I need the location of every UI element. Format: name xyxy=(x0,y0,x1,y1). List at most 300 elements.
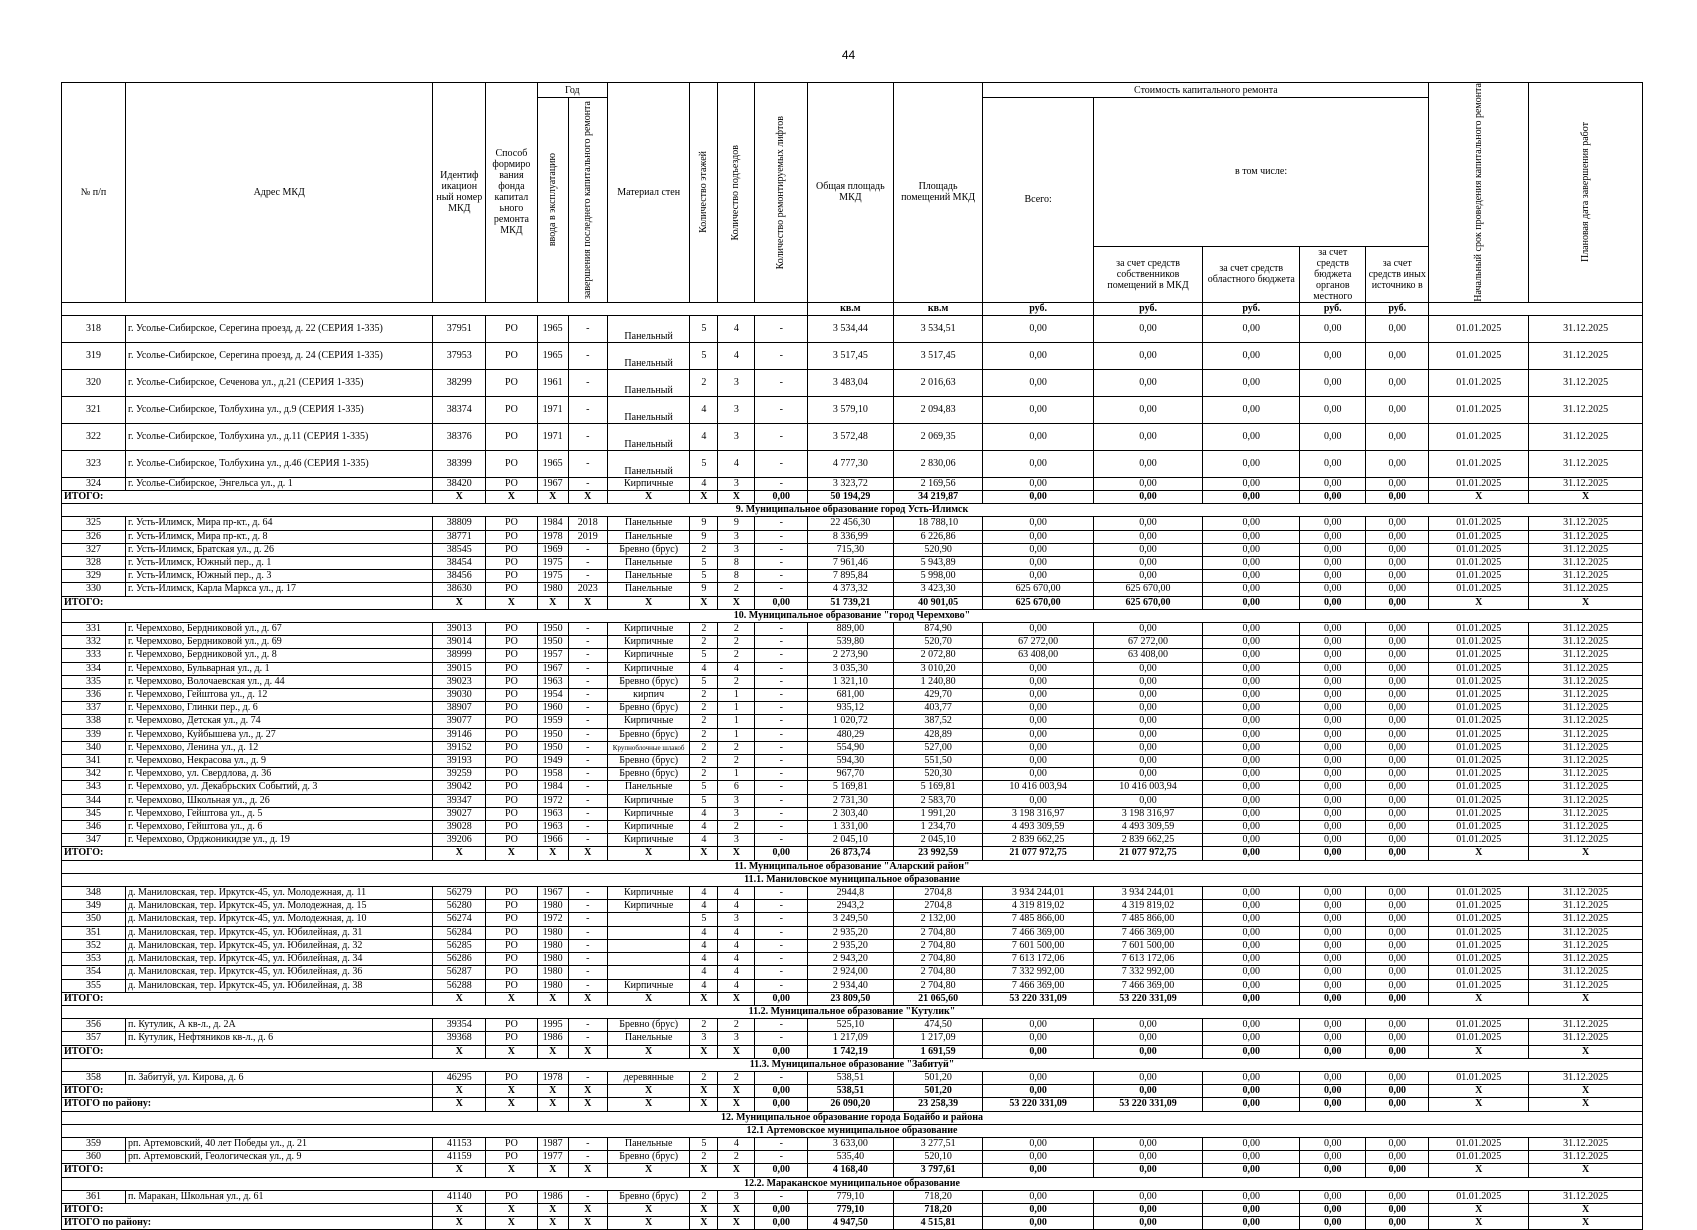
cell-cost-other: 0,00 xyxy=(1366,900,1429,913)
cell-id: 41153 xyxy=(433,1137,486,1150)
cell-cost-total: 0,00 xyxy=(983,702,1093,715)
header-end: Плановая дата завершения работ xyxy=(1529,83,1643,303)
cell-cost-regional: 0,00 xyxy=(1203,887,1300,900)
cell-cost-other: 0,00 xyxy=(1366,570,1429,583)
total-cost-local: 0,00 xyxy=(1300,596,1366,609)
cell-id: 39077 xyxy=(433,715,486,728)
cell-cost-owners: 0,00 xyxy=(1093,423,1202,450)
cell-address: рп. Артемовский, Геологическая ул., д. 9 xyxy=(125,1151,433,1164)
cell-cost-other: 0,00 xyxy=(1366,689,1429,702)
cell-material: Бревно (брус) xyxy=(607,1019,690,1032)
cell-material: Кирпичные xyxy=(607,623,690,636)
cell-cost-regional: 0,00 xyxy=(1203,570,1300,583)
cell-cost-other: 0,00 xyxy=(1366,1019,1429,1032)
cell-total-area: 3 483,04 xyxy=(808,369,894,396)
total-cost-regional: 0,00 xyxy=(1203,1164,1300,1177)
cell-floors: 2 xyxy=(690,689,718,702)
cell-start-date: 01.01.2025 xyxy=(1429,662,1529,675)
cell-room-area: 3 534,51 xyxy=(893,315,983,342)
cell-floors: 5 xyxy=(690,570,718,583)
cell-address: рп. Артемовский, 40 лет Победы ул., д. 21 xyxy=(125,1137,433,1150)
header-local: за счет средств бюджета органов местного xyxy=(1300,246,1366,302)
cell-num: 343 xyxy=(62,781,126,794)
cell-cost-other: 0,00 xyxy=(1366,913,1429,926)
total-row xyxy=(62,596,1643,609)
cell-start-date: 01.01.2025 xyxy=(1429,530,1529,543)
cell-floors: 3 xyxy=(690,1032,718,1045)
cell-entrances: 2 xyxy=(718,1019,755,1032)
cell-cost-regional: 0,00 xyxy=(1203,636,1300,649)
cell-end-date: 31.12.2025 xyxy=(1529,781,1643,794)
cell-entrances: 2 xyxy=(718,675,755,688)
cell-cost-other: 0,00 xyxy=(1366,966,1429,979)
cell-cost-total: 0,00 xyxy=(983,369,1093,396)
cell-room-area: 2 072,80 xyxy=(893,649,983,662)
cell-address: г. Черемхово, Волочаевская ул., д. 44 xyxy=(125,675,433,688)
cell-end-date: 31.12.2025 xyxy=(1529,662,1643,675)
cell-material: Панельный xyxy=(607,342,690,369)
cell-fund: РО xyxy=(486,1071,538,1084)
cell-num: 345 xyxy=(62,807,126,820)
total-year-input: X xyxy=(537,490,568,503)
cell-fund: РО xyxy=(486,662,538,675)
total-id: X xyxy=(433,992,486,1005)
cell-room-area: 2 583,70 xyxy=(893,794,983,807)
cell-floors: 4 xyxy=(690,834,718,847)
cell-cost-local: 0,00 xyxy=(1300,834,1366,847)
cell-material: Панельный xyxy=(607,450,690,477)
cell-material: Кирпичные xyxy=(607,887,690,900)
cell-num: 350 xyxy=(62,913,126,926)
cell-entrances: 4 xyxy=(718,662,755,675)
table-row xyxy=(62,794,1643,807)
cell-id: 38545 xyxy=(433,543,486,556)
table-row xyxy=(62,315,1643,342)
cell-entrances: 2 xyxy=(718,583,755,596)
cell-cost-regional: 0,00 xyxy=(1203,530,1300,543)
total-id: X xyxy=(433,1098,486,1111)
cell-id: 56280 xyxy=(433,900,486,913)
total-cost-regional: 0,00 xyxy=(1203,992,1300,1005)
cell-cost-regional: 0,00 xyxy=(1203,926,1300,939)
cell-entrances: 4 xyxy=(718,1137,755,1150)
cell-room-area: 5 998,00 xyxy=(893,570,983,583)
cell-floors: 4 xyxy=(690,953,718,966)
total-fund: X xyxy=(486,992,538,1005)
cell-year-last: - xyxy=(568,1019,607,1032)
cell-year-last: - xyxy=(568,570,607,583)
cell-num: 356 xyxy=(62,1019,126,1032)
cell-address: г. Черемхово, Бульварная ул., д. 1 xyxy=(125,662,433,675)
table-row xyxy=(62,543,1643,556)
total-total-area: 538,51 xyxy=(808,1085,894,1098)
total-material: X xyxy=(607,596,690,609)
total-floors: X xyxy=(690,1203,718,1216)
cell-end-date: 31.12.2025 xyxy=(1529,807,1643,820)
cell-cost-owners: 0,00 xyxy=(1093,557,1202,570)
cell-total-area: 2944,8 xyxy=(808,887,894,900)
cell-entrances: 4 xyxy=(718,900,755,913)
total-room-area: 1 691,59 xyxy=(893,1045,983,1058)
cell-num: 352 xyxy=(62,939,126,952)
cell-floors: 4 xyxy=(690,926,718,939)
cell-cost-other: 0,00 xyxy=(1366,623,1429,636)
cell-cost-total: 0,00 xyxy=(983,557,1093,570)
cell-cost-other: 0,00 xyxy=(1366,636,1429,649)
total-entrances: X xyxy=(718,1217,755,1230)
cell-end-date: 31.12.2025 xyxy=(1529,517,1643,530)
cell-cost-local: 0,00 xyxy=(1300,768,1366,781)
total-lifts: 0,00 xyxy=(755,596,808,609)
cell-material: Панельные xyxy=(607,781,690,794)
total-id: X xyxy=(433,1203,486,1216)
cell-year-input: 1980 xyxy=(537,583,568,596)
cell-num: 334 xyxy=(62,662,126,675)
cell-end-date: 31.12.2025 xyxy=(1529,557,1643,570)
cell-fund: РО xyxy=(486,689,538,702)
cell-end-date: 31.12.2025 xyxy=(1529,794,1643,807)
cell-cost-owners: 0,00 xyxy=(1093,530,1202,543)
section-heading-row xyxy=(62,609,1643,622)
cell-lifts: - xyxy=(755,450,808,477)
total-fund: X xyxy=(486,1098,538,1111)
cell-address: г. Черемхово, Ленина ул., д. 12 xyxy=(125,741,433,754)
cell-cost-total: 0,00 xyxy=(983,1019,1093,1032)
cell-num: 323 xyxy=(62,450,126,477)
cell-lifts: - xyxy=(755,662,808,675)
total-cost-other: 0,00 xyxy=(1366,1164,1429,1177)
cell-lifts: - xyxy=(755,913,808,926)
total-start-date: X xyxy=(1429,1217,1529,1230)
cell-material: Панельные xyxy=(607,557,690,570)
cell-fund: РО xyxy=(486,636,538,649)
cell-room-area: 5 943,89 xyxy=(893,557,983,570)
cell-cost-total: 7 332 992,00 xyxy=(983,966,1093,979)
cell-year-input: 1967 xyxy=(537,887,568,900)
cell-cost-owners: 0,00 xyxy=(1093,768,1202,781)
cell-cost-other: 0,00 xyxy=(1366,887,1429,900)
cell-start-date: 01.01.2025 xyxy=(1429,543,1529,556)
table-row xyxy=(62,807,1643,820)
cell-year-input: 1967 xyxy=(537,477,568,490)
table-row xyxy=(62,1032,1643,1045)
total-cost-owners: 53 220 331,09 xyxy=(1093,992,1202,1005)
total-entrances: X xyxy=(718,847,755,860)
cell-entrances: 1 xyxy=(718,768,755,781)
table-row xyxy=(62,450,1643,477)
cell-cost-other: 0,00 xyxy=(1366,675,1429,688)
total-material: X xyxy=(607,1098,690,1111)
cell-cost-other: 0,00 xyxy=(1366,517,1429,530)
cell-total-area: 889,00 xyxy=(808,623,894,636)
cell-year-last: - xyxy=(568,1137,607,1150)
cell-material: кирпич xyxy=(607,689,690,702)
cell-cost-owners: 3 198 316,97 xyxy=(1093,807,1202,820)
total-cost-local: 0,00 xyxy=(1300,1217,1366,1230)
cell-cost-owners: 0,00 xyxy=(1093,1071,1202,1084)
cell-entrances: 4 xyxy=(718,450,755,477)
total-end-date: X xyxy=(1529,490,1643,503)
cell-floors: 4 xyxy=(690,423,718,450)
total-id: X xyxy=(433,1217,486,1230)
cell-lifts: - xyxy=(755,689,808,702)
cell-cost-local: 0,00 xyxy=(1300,900,1366,913)
cell-total-area: 2 731,30 xyxy=(808,794,894,807)
cell-num: 326 xyxy=(62,530,126,543)
cell-num: 320 xyxy=(62,369,126,396)
cell-cost-other: 0,00 xyxy=(1366,342,1429,369)
cell-start-date: 01.01.2025 xyxy=(1429,887,1529,900)
cell-year-last: - xyxy=(568,966,607,979)
cell-cost-local: 0,00 xyxy=(1300,953,1366,966)
cell-room-area: 3 277,51 xyxy=(893,1137,983,1150)
cell-end-date: 31.12.2025 xyxy=(1529,939,1643,952)
cell-cost-regional: 0,00 xyxy=(1203,1019,1300,1032)
cell-num: 325 xyxy=(62,517,126,530)
total-room-area: 23 992,59 xyxy=(893,847,983,860)
total-lifts: 0,00 xyxy=(755,1098,808,1111)
cell-address: г. Черемхово, ул. Свердлова, д. 36 xyxy=(125,768,433,781)
table-row xyxy=(62,517,1643,530)
cell-lifts: - xyxy=(755,807,808,820)
total-lifts: 0,00 xyxy=(755,1045,808,1058)
cell-lifts: - xyxy=(755,728,808,741)
cell-room-area: 2 704,80 xyxy=(893,939,983,952)
cell-num: 342 xyxy=(62,768,126,781)
cell-floors: 2 xyxy=(690,1151,718,1164)
cell-entrances: 2 xyxy=(718,623,755,636)
cell-start-date: 01.01.2025 xyxy=(1429,636,1529,649)
cell-start-date: 01.01.2025 xyxy=(1429,741,1529,754)
cell-cost-total: 0,00 xyxy=(983,1190,1093,1203)
total-fund: X xyxy=(486,847,538,860)
cell-cost-local: 0,00 xyxy=(1300,1151,1366,1164)
total-material: X xyxy=(607,1203,690,1216)
cell-year-last: - xyxy=(568,649,607,662)
total-cost-total: 0,00 xyxy=(983,1085,1093,1098)
cell-cost-owners: 0,00 xyxy=(1093,369,1202,396)
total-row xyxy=(62,1098,1643,1111)
total-year-input: X xyxy=(537,992,568,1005)
cell-cost-owners: 0,00 xyxy=(1093,1019,1202,1032)
cell-material: Бревно (брус) xyxy=(607,543,690,556)
cell-floors: 2 xyxy=(690,728,718,741)
total-year-input: X xyxy=(537,1164,568,1177)
cell-start-date: 01.01.2025 xyxy=(1429,715,1529,728)
cell-entrances: 4 xyxy=(718,926,755,939)
total-lifts: 0,00 xyxy=(755,847,808,860)
total-cost-local: 0,00 xyxy=(1300,1085,1366,1098)
table-row xyxy=(62,715,1643,728)
cell-year-input: 1986 xyxy=(537,1190,568,1203)
cell-total-area: 1 217,09 xyxy=(808,1032,894,1045)
total-cost-regional: 0,00 xyxy=(1203,1203,1300,1216)
cell-year-last: - xyxy=(568,315,607,342)
cell-year-last: - xyxy=(568,1071,607,1084)
cell-fund: РО xyxy=(486,913,538,926)
cell-total-area: 4 777,30 xyxy=(808,450,894,477)
total-cost-owners: 0,00 xyxy=(1093,1045,1202,1058)
cell-num: 319 xyxy=(62,342,126,369)
header-year-last: завершения последнего капитального ремонта xyxy=(568,98,607,303)
unit-owners: руб. xyxy=(1093,302,1202,315)
unit-room-area: кв.м xyxy=(893,302,983,315)
table-row xyxy=(62,702,1643,715)
cell-room-area: 2 132,00 xyxy=(893,913,983,926)
cell-address: г. Черемхово, Бердниковой ул., д. 8 xyxy=(125,649,433,662)
cell-id: 56284 xyxy=(433,926,486,939)
cell-entrances: 1 xyxy=(718,702,755,715)
table-row xyxy=(62,939,1643,952)
cell-id: 38999 xyxy=(433,649,486,662)
cell-lifts: - xyxy=(755,834,808,847)
cell-start-date: 01.01.2025 xyxy=(1429,623,1529,636)
cell-total-area: 3 633,00 xyxy=(808,1137,894,1150)
cell-floors: 2 xyxy=(690,636,718,649)
cell-cost-regional: 0,00 xyxy=(1203,689,1300,702)
cell-material xyxy=(607,926,690,939)
cell-year-last: - xyxy=(568,939,607,952)
cell-floors: 2 xyxy=(690,755,718,768)
cell-floors: 4 xyxy=(690,477,718,490)
cell-cost-total: 0,00 xyxy=(983,794,1093,807)
cell-total-area: 681,00 xyxy=(808,689,894,702)
cell-entrances: 6 xyxy=(718,781,755,794)
total-fund: X xyxy=(486,1045,538,1058)
total-end-date: X xyxy=(1529,1203,1643,1216)
table-row xyxy=(62,423,1643,450)
cell-material: Кирпичные xyxy=(607,900,690,913)
cell-cost-total: 7 466 369,00 xyxy=(983,926,1093,939)
table-row xyxy=(62,966,1643,979)
cell-room-area: 2 169,56 xyxy=(893,477,983,490)
cell-cost-local: 0,00 xyxy=(1300,887,1366,900)
cell-address: д. Маниловская, тер. Иркутск-45, ул. Юбилейная, д. 34 xyxy=(125,953,433,966)
total-floors: X xyxy=(690,1045,718,1058)
cell-cost-regional: 0,00 xyxy=(1203,768,1300,781)
total-material: X xyxy=(607,1045,690,1058)
total-end-date: X xyxy=(1529,1085,1643,1098)
header-fund: Способ формиро вания фонда капитал ьного ремонта МКД xyxy=(486,83,538,303)
cell-total-area: 3 534,44 xyxy=(808,315,894,342)
cell-cost-owners: 0,00 xyxy=(1093,1032,1202,1045)
cell-total-area: 5 169,81 xyxy=(808,781,894,794)
cell-address: г. Черемхово, ул. Декабрьских Событий, д. 3 xyxy=(125,781,433,794)
table-row xyxy=(62,834,1643,847)
cell-floors: 5 xyxy=(690,315,718,342)
cell-floors: 2 xyxy=(690,715,718,728)
cell-fund: РО xyxy=(486,768,538,781)
cell-cost-local: 0,00 xyxy=(1300,913,1366,926)
header-num: № п/п xyxy=(62,83,126,303)
cell-address: г. Черемхово, Бердниковой ул., д. 67 xyxy=(125,623,433,636)
cell-end-date: 31.12.2025 xyxy=(1529,913,1643,926)
cell-cost-local: 0,00 xyxy=(1300,623,1366,636)
cell-end-date: 31.12.2025 xyxy=(1529,543,1643,556)
cell-cost-other: 0,00 xyxy=(1366,728,1429,741)
cell-fund: РО xyxy=(486,979,538,992)
cell-cost-total: 3 934 244,01 xyxy=(983,887,1093,900)
total-entrances: X xyxy=(718,992,755,1005)
total-lifts: 0,00 xyxy=(755,992,808,1005)
cell-num: 330 xyxy=(62,583,126,596)
cell-material: Панельные xyxy=(607,530,690,543)
cell-year-last: - xyxy=(568,794,607,807)
cell-year-last: - xyxy=(568,1190,607,1203)
cell-material: Панельные xyxy=(607,517,690,530)
cell-room-area: 2 830,06 xyxy=(893,450,983,477)
cell-cost-other: 0,00 xyxy=(1366,450,1429,477)
cell-year-input: 1949 xyxy=(537,755,568,768)
cell-cost-other: 0,00 xyxy=(1366,741,1429,754)
cell-cost-local: 0,00 xyxy=(1300,741,1366,754)
cell-total-area: 2 303,40 xyxy=(808,807,894,820)
cell-start-date: 01.01.2025 xyxy=(1429,477,1529,490)
cell-cost-regional: 0,00 xyxy=(1203,1190,1300,1203)
cell-cost-total: 0,00 xyxy=(983,477,1093,490)
cell-entrances: 3 xyxy=(718,396,755,423)
cell-num: 338 xyxy=(62,715,126,728)
cell-id: 39028 xyxy=(433,821,486,834)
cell-id: 56288 xyxy=(433,979,486,992)
cell-cost-total: 0,00 xyxy=(983,342,1093,369)
cell-cost-local: 0,00 xyxy=(1300,342,1366,369)
cell-material xyxy=(607,939,690,952)
cell-end-date: 31.12.2025 xyxy=(1529,966,1643,979)
cell-entrances: 2 xyxy=(718,1071,755,1084)
cell-num: 332 xyxy=(62,636,126,649)
cell-year-last: - xyxy=(568,926,607,939)
page-number: 44 xyxy=(841,48,856,62)
cell-lifts: - xyxy=(755,1190,808,1203)
cell-fund: РО xyxy=(486,966,538,979)
cell-floors: 4 xyxy=(690,821,718,834)
cell-cost-regional: 0,00 xyxy=(1203,423,1300,450)
cell-floors: 5 xyxy=(690,450,718,477)
total-cost-total: 625 670,00 xyxy=(983,596,1093,609)
cell-cost-other: 0,00 xyxy=(1366,396,1429,423)
cell-id: 39152 xyxy=(433,741,486,754)
total-end-date: X xyxy=(1529,1164,1643,1177)
cell-cost-other: 0,00 xyxy=(1366,979,1429,992)
cell-year-last: - xyxy=(568,662,607,675)
cell-start-date: 01.01.2025 xyxy=(1429,396,1529,423)
cell-cost-regional: 0,00 xyxy=(1203,649,1300,662)
cell-cost-local: 0,00 xyxy=(1300,636,1366,649)
cell-cost-local: 0,00 xyxy=(1300,1190,1366,1203)
total-cost-owners: 0,00 xyxy=(1093,1085,1202,1098)
total-fund: X xyxy=(486,1085,538,1098)
cell-cost-total: 3 198 316,97 xyxy=(983,807,1093,820)
total-label: ИТОГО: xyxy=(62,1085,433,1098)
unit-other: руб. xyxy=(1366,302,1429,315)
cell-room-area: 2704,8 xyxy=(893,887,983,900)
cell-year-input: 1959 xyxy=(537,715,568,728)
cell-year-last: - xyxy=(568,423,607,450)
cell-year-input: 1978 xyxy=(537,530,568,543)
total-start-date: X xyxy=(1429,1045,1529,1058)
total-row xyxy=(62,992,1643,1005)
cell-cost-other: 0,00 xyxy=(1366,369,1429,396)
cell-cost-owners: 0,00 xyxy=(1093,342,1202,369)
cell-cost-total: 7 485 866,00 xyxy=(983,913,1093,926)
total-year-input: X xyxy=(537,596,568,609)
cell-cost-regional: 0,00 xyxy=(1203,781,1300,794)
cell-address: п. Маракан, Школьная ул., д. 61 xyxy=(125,1190,433,1203)
cell-cost-total: 0,00 xyxy=(983,450,1093,477)
cell-cost-regional: 0,00 xyxy=(1203,979,1300,992)
cell-year-last: - xyxy=(568,768,607,781)
